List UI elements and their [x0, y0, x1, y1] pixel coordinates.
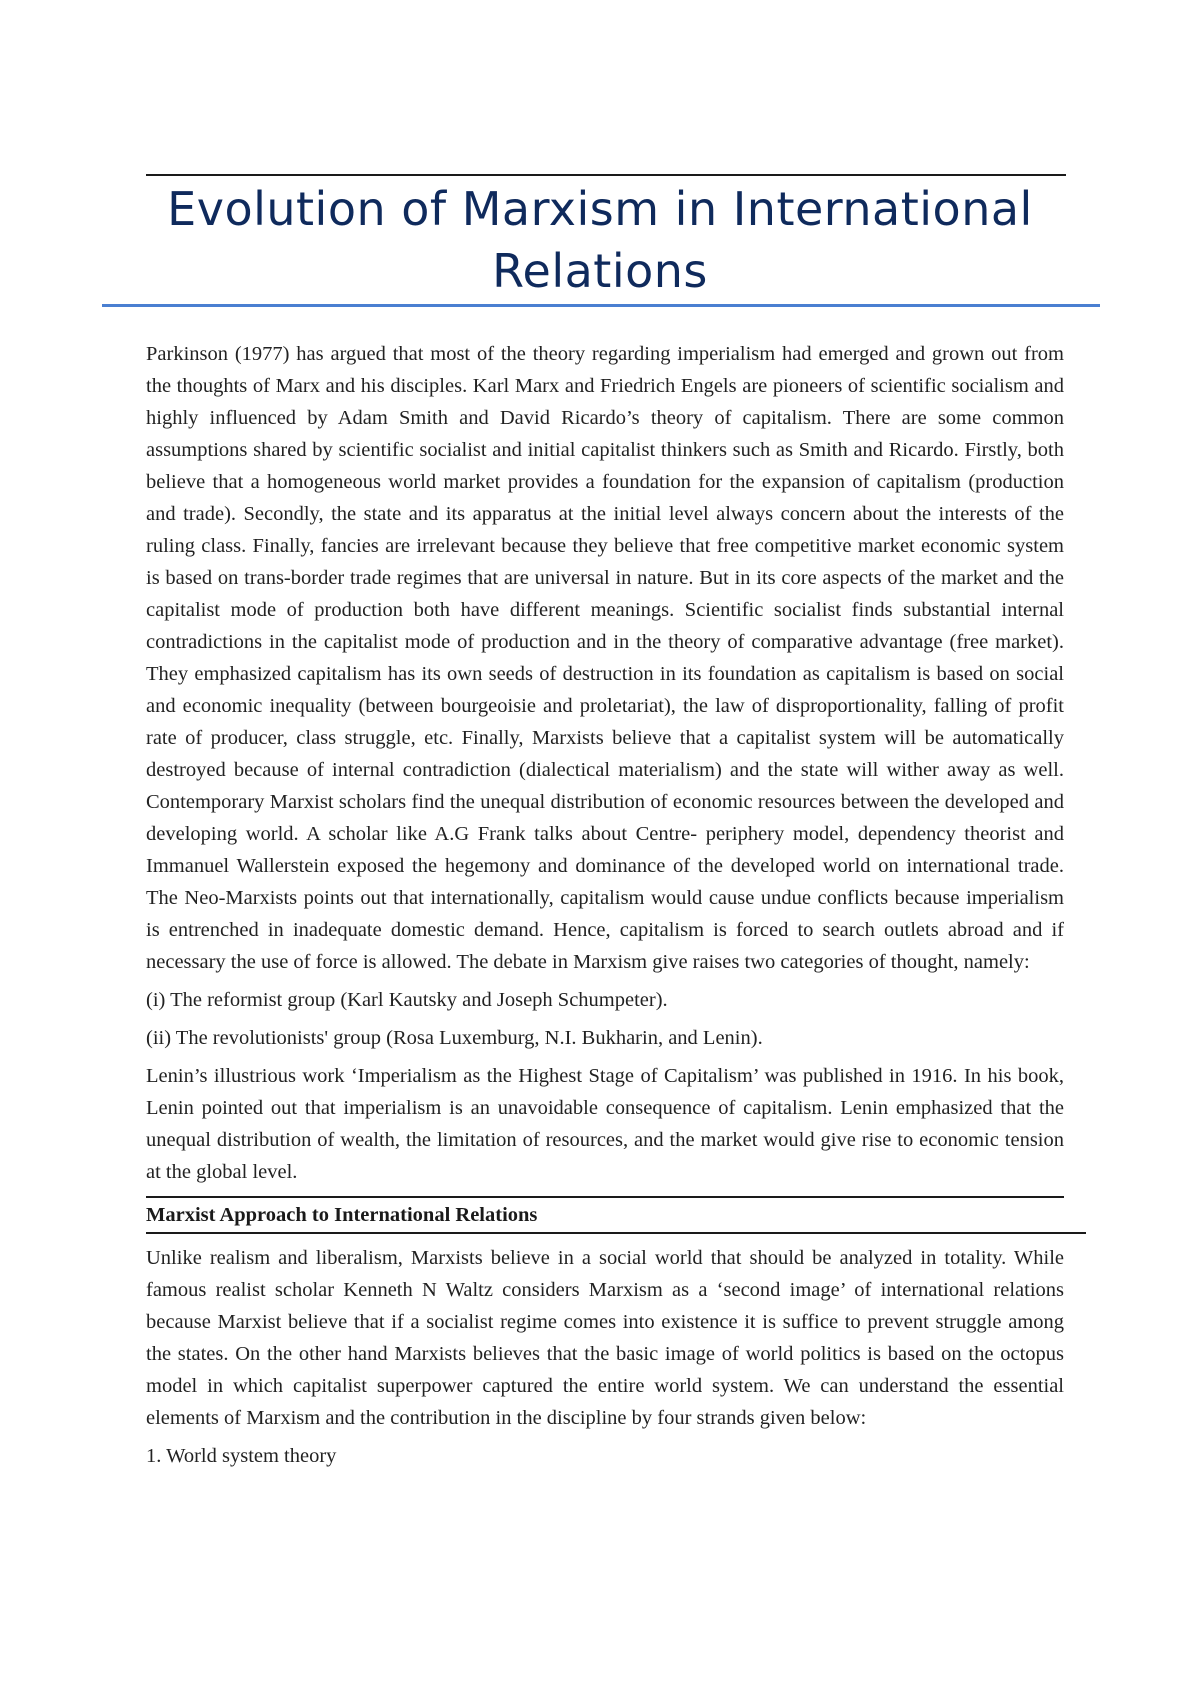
section-heading-bottom-rule — [146, 1232, 1086, 1234]
title-top-rule — [146, 174, 1066, 176]
section-heading-block — [146, 1196, 1086, 1234]
document-body — [146, 338, 1064, 1478]
intro-paragraph: Parkinson (1977) has argued that most of the theory regarding imperialism had emerged and grown out from the thoughts of Marx and his disciples. Karl Marx and Friedrich Engels are pioneers of scientific socialism and highly influenced by Adam Smith and David Ricardo’s theory of capitalism. There are some common assumptions shared by scientific socialist and initial capitalist thinkers such as Smith and Ricardo. Firstly, both believe that a homogeneous world market provides a foundation for the expansion of capitalism (production and trade). Secondly, the state and its apparatus at the initial level always concern about the interests of the ruling class. Finally, fancies are irrelevant because they believe that free competitive market economic system is based on trans-border trade regimes that are universal in nature. But in its core aspects of the market and the capitalist mode of production both have different meanings. Scientific socialist finds substantial internal contradictions in the capitalist mode of production and in the theory of comparative advantage (free market). They emphasized capitalism has its own seeds of destruction in its foundation as capitalism is based on social and economic inequality (between bourgeoisie and proletariat), the law of disproportionality, falling of profit rate of producer, class struggle, etc. Finally, Marxists believe that a capitalist system will be automatically destroyed because of internal contradiction (dialectical materialism) and the state will wither away as well. Contemporary Marxist scholars find the unequal distribution of economic resources between the developed and developing world. A scholar like A.G Frank talks about Centre- periphery model, dependency theorist and Immanuel Wallerstein exposed the hegemony and dominance of the developed world on international trade. The Neo-Marxists points out that internationally, capitalism would cause undue conflicts because imperialism is entrenched in inadequate domestic demand. Hence, capitalism is forced to search outlets abroad and if necessary the use of force is allowed. The debate in Marxism give raises two categories of thought, namely: — [146, 343, 1064, 973]
title-bottom-rule — [102, 304, 1100, 307]
list-item-reformist-group: (i) The reformist group (Karl Kautsky and Joseph Schumpeter). — [146, 989, 668, 1011]
lenin-paragraph: Lenin’s illustrious work ‘Imperialism as the Highest Stage of Capitalism’ was published in 1916. In his book, Lenin pointed out that imperialism is an unavoidable consequence of capitalism. Lenin emphasized that the unequal distribution of wealth, the limitation of resources, and the market would give rise to economic tension at the global level. — [146, 1065, 1064, 1183]
list-item-revolutionists-group: (ii) The revolutionists' group (Rosa Luxemburg, N.I. Bukharin, and Lenin). — [146, 1027, 763, 1049]
section-paragraph: Unlike realism and liberalism, Marxists believe in a social world that should be analyzed in totality. While famous realist scholar Kenneth N Waltz considers Marxism as a ‘second image’ of international relations because Marxist believe that if a socialist regime comes into existence it is suffice to prevent struggle among the states. On the other hand Marxists believes that the basic image of world politics is based on the octopus model in which capitalist superpower captured the entire world system. We can understand the essential elements of Marxism and the contribution in the discipline by four strands given below: — [146, 1247, 1064, 1429]
section-heading: Marxist Approach to International Relations — [146, 1204, 538, 1226]
document-title: Evolution of Marxism in International Relations — [167, 182, 1033, 298]
list-item-world-system-theory: 1. World system theory — [146, 1445, 337, 1467]
